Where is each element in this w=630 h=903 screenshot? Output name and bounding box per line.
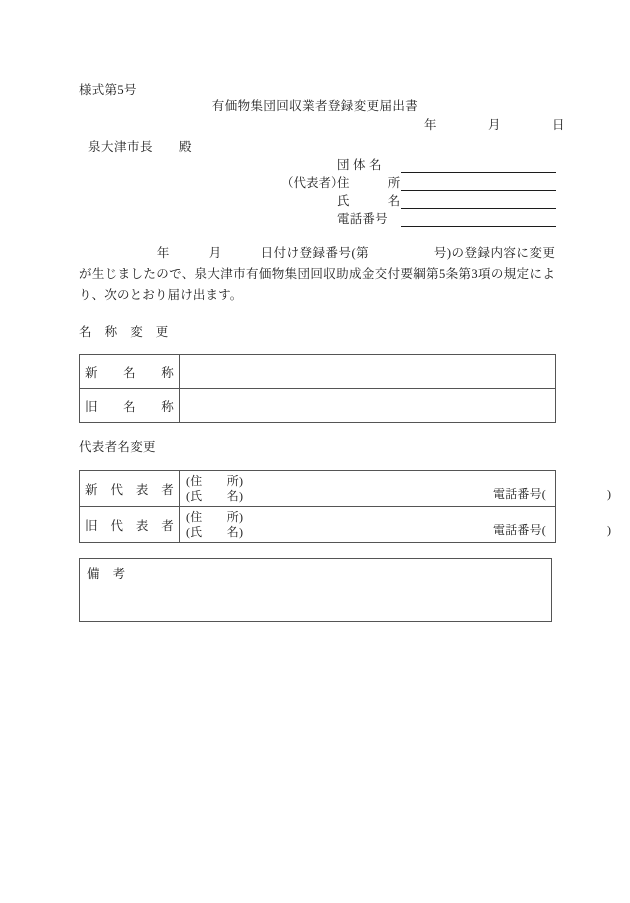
old-name-label: 旧 名 称: [80, 389, 180, 423]
name-change-table: [79, 354, 556, 423]
new-representative-label: 新 代 表 者: [80, 471, 180, 507]
body-paragraph: 年 月 日付け登録番号(第 号)の登録内容に変更が生じましたので、泉大津市有価物集団回収助成金交付要綱第5条第3項の規定により、次のとおり届け出ます。: [79, 246, 555, 302]
old-representative-address-label: (住 所): [186, 510, 244, 524]
telephone-input[interactable]: [401, 212, 556, 227]
new-representative-name-label: (氏 名): [186, 488, 244, 503]
new-representative-address-label: (住 所): [186, 474, 244, 488]
remarks-label: 備 考: [87, 567, 126, 581]
old-representative-label: 旧 代 表 者: [80, 507, 180, 543]
old-representative-telephone-label[interactable]: 電話番号( ): [493, 523, 612, 537]
form-number: 様式第5号: [79, 83, 137, 97]
table-row: [80, 471, 556, 507]
person-name-input[interactable]: [401, 194, 556, 209]
address-input[interactable]: [401, 176, 556, 191]
old-representative-value[interactable]: [180, 507, 612, 543]
submission-date-line: 年 月 日: [424, 118, 565, 132]
applicant-row-organization: [281, 155, 556, 173]
new-representative-telephone-label[interactable]: 電話番号( ): [493, 487, 612, 501]
applicant-row-telephone: [281, 209, 556, 227]
telephone-label: 電話番号: [337, 212, 388, 226]
organization-name-input[interactable]: [401, 158, 556, 173]
person-name-label: 氏 名: [337, 194, 401, 208]
new-representative-value[interactable]: [180, 471, 612, 507]
remarks-box[interactable]: [79, 558, 552, 622]
representative-change-table: [79, 470, 612, 543]
old-representative-name-label: (氏 名): [186, 524, 244, 539]
new-name-label: 新 名 称: [80, 355, 180, 389]
applicant-row-address: [281, 173, 556, 191]
table-row: [80, 507, 556, 543]
new-name-value[interactable]: [180, 355, 556, 389]
old-name-value[interactable]: [180, 389, 556, 423]
applicant-block: [281, 155, 556, 227]
applicant-row-name: [281, 191, 556, 209]
document-title: 有価物集団回収業者登録変更届出書: [211, 99, 419, 113]
address-label: 住 所: [337, 176, 401, 190]
table-row: [80, 355, 556, 389]
table-row: [80, 389, 556, 423]
addressee-line: 泉大津市長 殿: [88, 140, 193, 154]
section-heading-representative-change: 代表者名変更: [79, 440, 156, 454]
representative-tag: （代表者）: [281, 176, 344, 190]
organization-name-label: 団 体 名: [337, 158, 382, 172]
section-heading-name-change: 名 称 変 更: [79, 325, 169, 339]
